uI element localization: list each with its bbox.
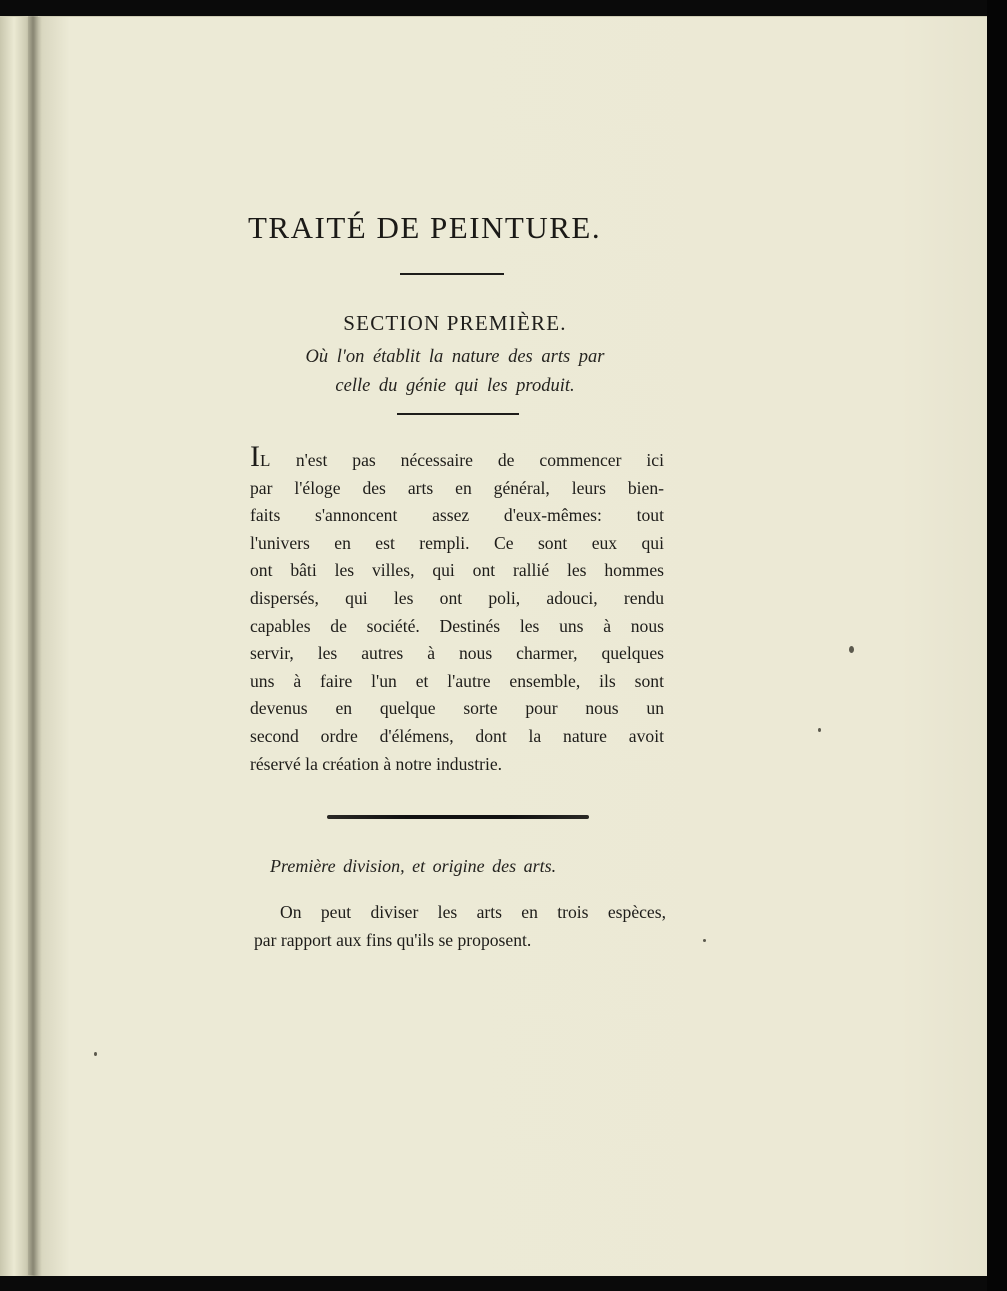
paper-speck [849,646,854,653]
body-line [250,440,664,475]
body-paragraph [250,440,664,778]
body-line: uns à faire l'un et l'autre ensemble, ils sont [250,670,664,691]
body-line: ont bâti les villes, qui ont rallié les hommes [250,560,664,581]
title-rule [400,273,504,275]
division-heading: Première division, et origine des arts. [270,856,557,876]
body-line: second ordre d'élémens, dont la nature avoit [250,725,664,746]
subtitle-line: celle du génie qui les produit. [335,376,575,396]
body-line: servir, les autres à nous charmer, quelques [250,643,664,664]
section-subtitle [250,343,660,401]
scan-border [987,0,1007,1291]
body-line: capables de société. Destinés les uns à nous [250,615,664,636]
body-line-text: n'est pas nécessaire de commencer ici [270,450,664,470]
division-line: par rapport aux fins qu'ils se proposent. [254,930,532,950]
paper-speck [818,728,821,732]
paper-speck [94,1052,97,1056]
body-line: dispersés, qui les ont poli, adouci, rendu [250,587,664,608]
body-line: devenus en quelque sorte pour nous un [250,698,664,719]
section-rule [397,413,519,415]
body-line: l'univers en est rempli. Ce sont eux qui [250,532,664,553]
small-cap: L [260,451,271,470]
paper-speck [703,939,706,942]
section-heading: SECTION PREMIÈRE. [343,311,567,335]
drop-cap: I [250,440,260,473]
body-line: par l'éloge des arts en général, leurs bien- [250,477,664,498]
page-title: TRAITÉ DE PEINTURE. [248,210,602,245]
division-line: On peut diviser les arts en trois espèces, [280,902,666,922]
subtitle-line: Où l'on établit la nature des arts par [305,347,605,367]
body-line: réservé la création à notre industrie. [250,753,503,774]
division-paragraph [254,898,666,954]
book-gutter [28,16,38,1275]
body-line: faits s'annoncent assez d'eux-mêmes: tout [250,505,664,526]
ornamental-rule [327,815,589,819]
